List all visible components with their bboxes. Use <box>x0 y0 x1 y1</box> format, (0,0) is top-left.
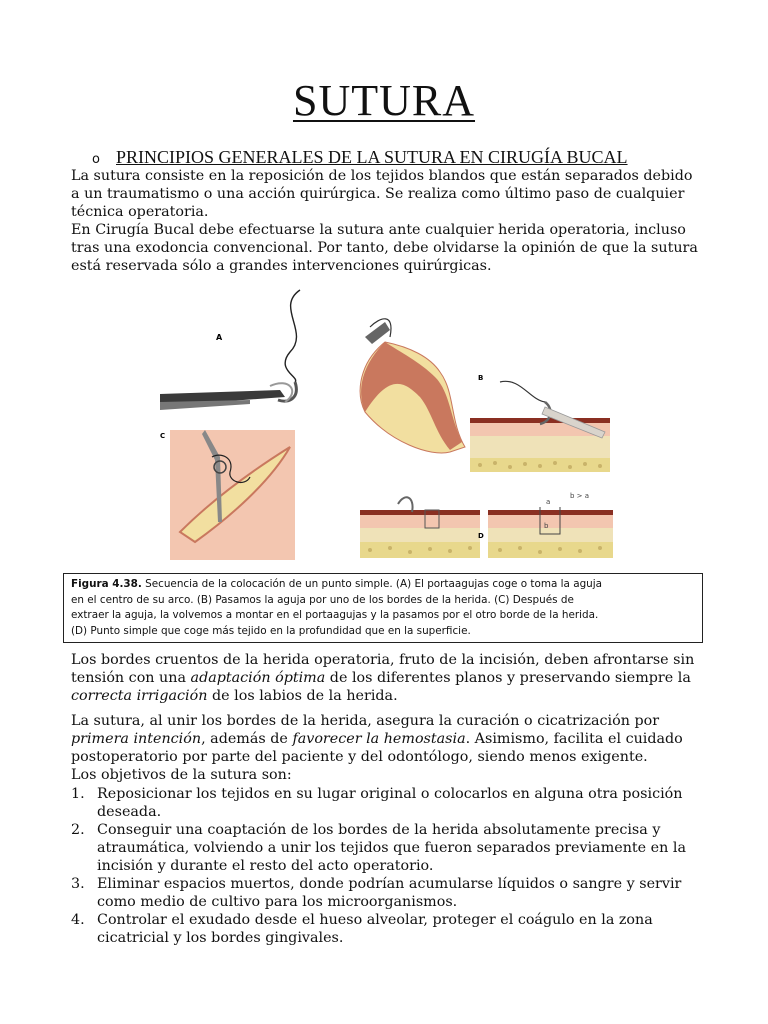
list-item <box>71 785 682 821</box>
list-text: atraumática, volviendo a unir los tejidos que fueron separados previamente en la <box>97 840 686 856</box>
section-heading-text: PRINCIPIOS GENERALES DE LA SUTURA EN CIRUGÍA BUCAL <box>116 147 628 167</box>
caption-line: (D) Punto simple que coge más tejido en la profundidad que en la superficie. <box>71 624 471 637</box>
text-span: de los labios de la herida. <box>207 688 398 704</box>
paragraph-line: Los objetivos de la sutura son: <box>71 767 292 783</box>
list-item <box>71 821 686 875</box>
paragraph-line: postoperatorio por parte del paciente y del odontólogo, siendo menos exigente. <box>71 749 648 765</box>
panel-a-illustration <box>160 290 300 410</box>
emphasis-text: correcta irrigación <box>71 688 208 704</box>
caption-line: extraer la aguja, la volvemos a montar en el portaagujas y la pasamos por el otro borde de la herida. <box>71 609 599 621</box>
list-text: Conseguir una coaptación de los bordes de la herida absolutamente precisa y <box>97 822 661 838</box>
bullet-marker: o <box>92 152 100 167</box>
list-number: 1. <box>71 786 85 802</box>
caption-label: Figura 4.38. <box>71 578 142 590</box>
list-text: deseada. <box>97 804 162 820</box>
panel-b-illustration <box>470 381 610 472</box>
list-text: como medio de cultivo para los microorganismos. <box>97 894 458 910</box>
list-text: incisión y durante el resto del acto operatorio. <box>97 858 434 874</box>
caption-line: en el centro de su arco. (B) Pasamos la aguja por uno de los bordes de la herida. (C) Después de <box>71 593 574 606</box>
list-number: 3. <box>71 876 85 892</box>
emphasis-text: adaptación óptima <box>190 670 326 686</box>
intro-line: La sutura consiste en la reposición de los tejidos blandos que están separados debido <box>71 168 693 184</box>
panel-flap-illustration <box>360 319 465 453</box>
emphasis-text: primera intención <box>71 731 202 747</box>
figure-label-a: A <box>216 333 223 342</box>
intro-paragraph <box>71 167 721 275</box>
list-item <box>71 911 653 947</box>
emphasis-text: favorecer la hemostasia <box>292 731 466 747</box>
figure-annotation-a: a <box>546 498 551 506</box>
panel-c-illustration <box>170 430 295 560</box>
figure-annotation-ba: b > a <box>570 492 590 500</box>
paragraph-line: La sutura, al unir los bordes de la herida, asegura la curación o cicatrización por <box>71 713 660 729</box>
page-title: SUTURA <box>292 76 476 125</box>
paragraph-bordes <box>71 651 721 705</box>
panel-d-illustration <box>360 497 613 558</box>
figure-label-d: D <box>478 532 484 540</box>
caption-line <box>71 577 695 593</box>
text-span: . Asimismo, facilita el cuidado <box>465 731 683 747</box>
figure-label-b: B <box>478 374 484 382</box>
intro-line: En Cirugía Bucal debe efectuarse la sutura ante cualquier herida operatoria, incluso <box>71 222 686 238</box>
figure-annotation-b: b <box>544 522 549 530</box>
paragraph-sutura <box>71 712 721 784</box>
intro-line: técnica operatoria. <box>71 204 209 220</box>
intro-line: está reservada sólo a grandes intervenciones quirúrgicas. <box>71 258 492 274</box>
text-span: de los diferentes planos y preservando siempre la <box>325 670 691 686</box>
list-number: 2. <box>71 822 85 838</box>
list-text: Reposicionar los tejidos en su lugar original o colocarlos en alguna otra posición <box>97 786 683 802</box>
paragraph-line <box>71 687 721 705</box>
list-text: Controlar el exudado desde el hueso alveolar, proteger el coágulo en la zona <box>97 912 653 928</box>
text-span: tensión con una <box>71 670 191 686</box>
list-item <box>71 875 681 911</box>
intro-line: tras una exodoncia convencional. Por tanto, debe olvidarse la opinión de que la sutura <box>71 240 698 256</box>
list-text: cicatricial y los bordes gingivales. <box>97 930 344 946</box>
figure-label-c: C <box>160 432 166 440</box>
suture-figure <box>150 282 620 567</box>
paragraph-line: Los bordes cruentos de la herida operatoria, fruto de la incisión, deben afrontarse sin <box>71 652 695 668</box>
text-span: , además de <box>201 731 293 747</box>
paragraph-line <box>71 730 721 748</box>
list-number: 4. <box>71 912 85 928</box>
caption-text: Secuencia de la colocación de un punto simple. (A) El portaagujas coge o toma la aguja <box>141 578 602 590</box>
figure-caption <box>63 573 703 643</box>
intro-line: a un traumatismo o una acción quirúrgica. Se realiza como último paso de cualquier <box>71 186 685 202</box>
list-text: Eliminar espacios muertos, donde podrían acumularse líquidos o sangre y servir <box>97 876 682 892</box>
paragraph-line <box>71 669 721 687</box>
